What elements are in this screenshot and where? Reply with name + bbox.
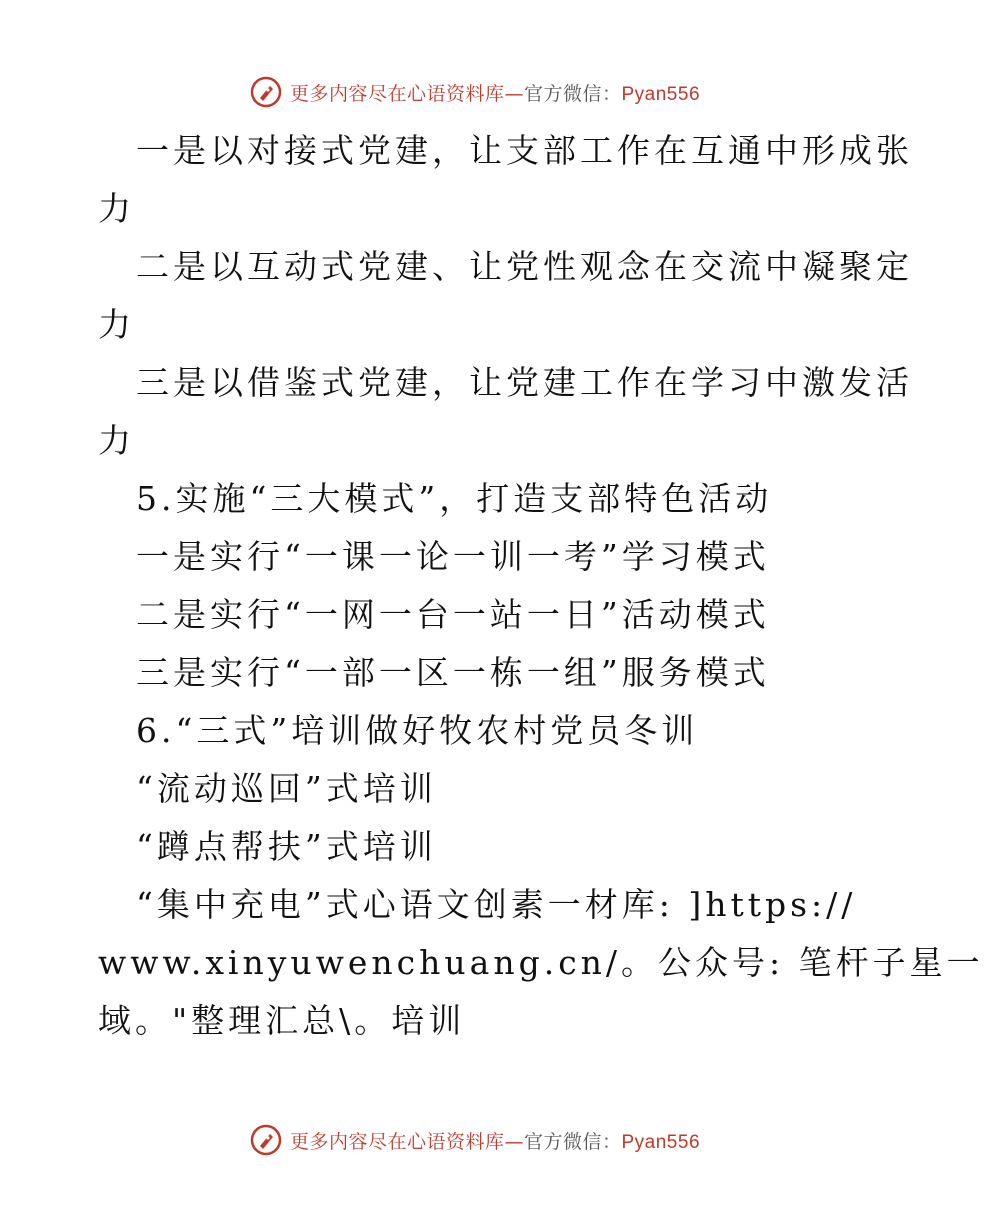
pen-nib-icon <box>250 1124 282 1156</box>
watermark-banner-top <box>0 72 950 112</box>
text-line: 一是以对接式党建，让支部工作在互通中形成张 <box>136 131 913 170</box>
watermark-banner-bottom <box>0 1120 950 1160</box>
text-line: 力 <box>98 421 135 460</box>
section-heading: 5.实施“三大模式”，打造支部特色活动 <box>136 479 773 518</box>
text-line: 力 <box>98 305 135 344</box>
pen-nib-icon <box>250 76 282 108</box>
text-line: “流动巡回”式培训 <box>136 769 437 808</box>
text-line: 力 <box>98 189 135 228</box>
text-line: 三是实行“一部一区一栋一组”服务模式 <box>136 653 770 692</box>
watermark-text: 更多内容尽在心语资料库—官方微信：Pyan556 <box>289 82 701 105</box>
document-body <box>98 122 984 1050</box>
text-line: “集中充电”式心语文创素一材库: ]https:// <box>136 885 857 924</box>
text-line: 二是实行“一网一台一站一日”活动模式 <box>136 595 770 634</box>
text-line: 一是实行“一课一论一训一考”学习模式 <box>136 537 770 576</box>
watermark-text: 更多内容尽在心语资料库—官方微信：Pyan556 <box>289 1130 701 1153</box>
text-line: 三是以借鉴式党建，让党建工作在学习中激发活 <box>136 363 913 402</box>
text-line: 二是以互动式党建、让党性观念在交流中凝聚定 <box>136 247 913 286</box>
text-line: www.xinyuwenchuang.cn/。公众号: 笔杆子星一 <box>98 943 984 982</box>
section-heading: 6.“三式”培训做好牧农村党员冬训 <box>136 711 699 750</box>
text-line: “蹲点帮扶”式培训 <box>136 827 437 866</box>
text-line: 域。"整理汇总\。培训 <box>98 1001 466 1040</box>
